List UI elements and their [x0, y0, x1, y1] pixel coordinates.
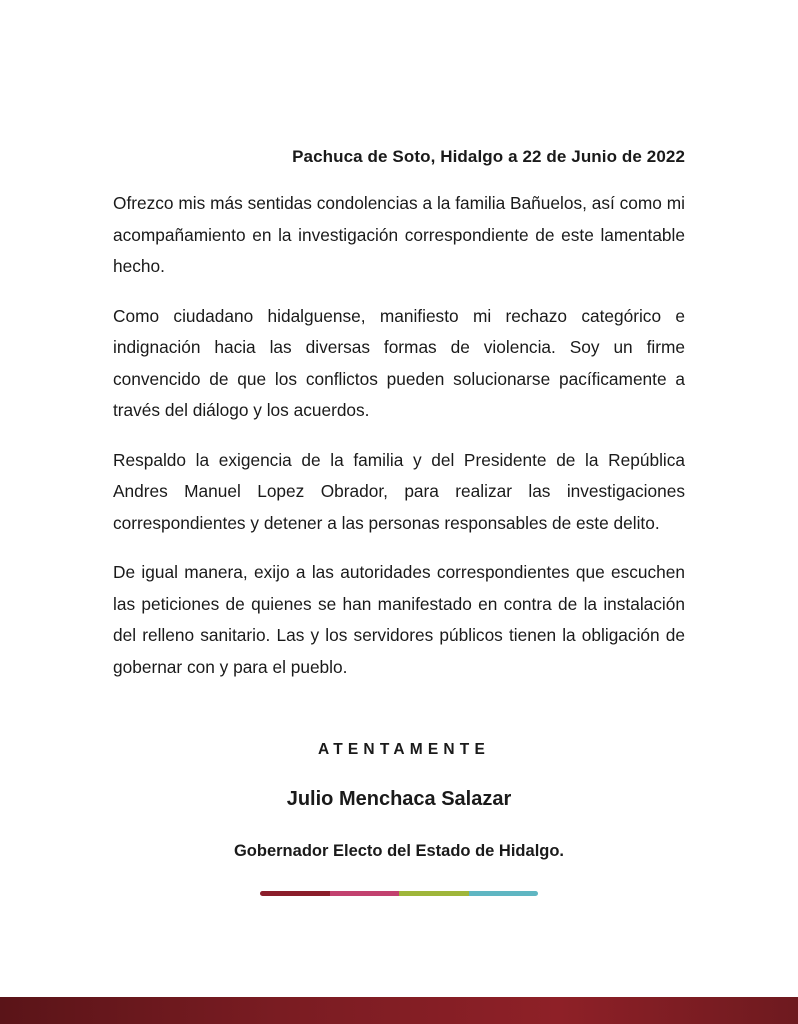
paragraph-demand-authorities: De igual manera, exijo a las autoridades correspondientes que escuchen las peticiones de quienes se han manifestado en contra de la instalación del relleno sanitario. Las y los servidores públicos tienen la obligación de gobernar con y para el pueblo.	[113, 562, 685, 677]
color-bar-segment-teal	[469, 891, 539, 896]
closing-salutation: ATENTAMENTE	[317, 741, 490, 758]
footer-band	[0, 997, 798, 1024]
color-bar-segment-pink	[330, 891, 400, 896]
color-bar-segment-green	[399, 891, 469, 896]
date-line: Pachuca de Soto, Hidalgo a 22 de Junio de 2022	[292, 147, 685, 166]
color-bar-segment-maroon	[260, 891, 330, 896]
signer-name: Julio Menchaca Salazar	[286, 788, 512, 810]
signer-title: Gobernador Electo del Estado de Hidalgo.	[233, 842, 565, 860]
paragraph-support-investigation: Respaldo la exigencia de la familia y del Presidente de la República Andres Manuel Lopez Obrador, para realizar las investigaciones correspondientes y detener a las personas responsables de este delito.	[113, 449, 685, 533]
paragraph-rejection-violence: Como ciudadano hidalguense, manifiesto mi rechazo categórico e indignación hacia las diversas formas de violencia. Soy un firme convencido de que los conflictos pueden solucionarse pacíficamente a través del diálogo y los acuerdos.	[113, 305, 685, 420]
paragraph-condolences: Ofrezco mis más sentidas condolencias a la familia Bañuelos, así como mi acompañamiento en la investigación correspondiente de este lamentable hecho.	[113, 193, 685, 276]
letter-body	[113, 188, 685, 701]
decorative-color-bar	[260, 891, 538, 896]
